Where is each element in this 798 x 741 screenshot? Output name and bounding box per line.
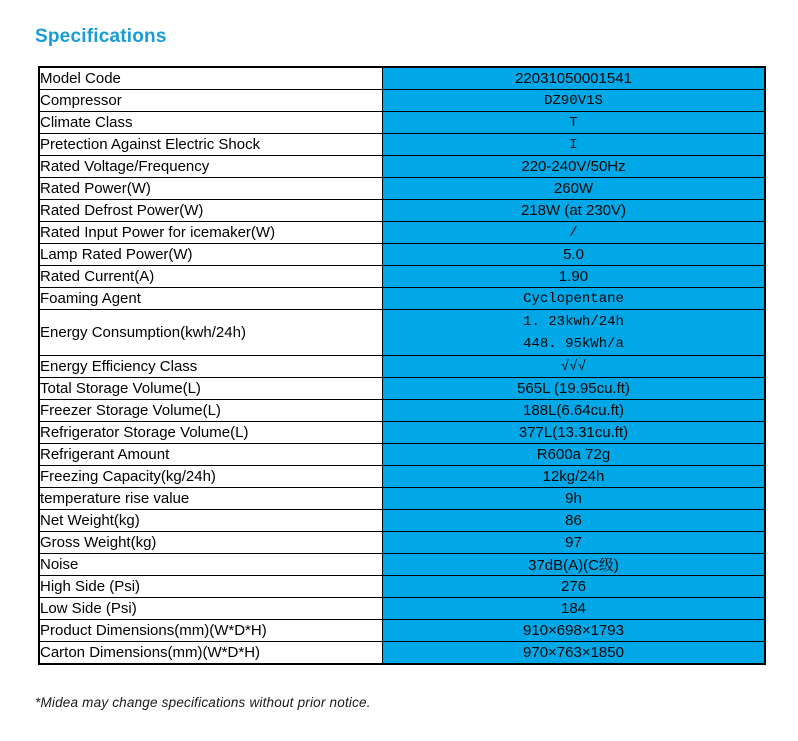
spec-value-cell xyxy=(383,200,766,222)
table-row xyxy=(39,112,765,134)
spec-value-cell xyxy=(383,356,766,378)
spec-value-line: 188L(6.64cu.ft) xyxy=(523,402,624,419)
spec-value-line: 910×698×1793 xyxy=(523,622,624,639)
spec-value-cell xyxy=(383,510,766,532)
spec-value-line: I xyxy=(569,136,578,153)
spec-label-cell: Refrigerant Amount xyxy=(39,444,383,466)
spec-value-line: 12kg/24h xyxy=(542,468,605,485)
table-row xyxy=(39,532,765,554)
spec-value-line: / xyxy=(569,224,578,241)
spec-value-cell xyxy=(383,244,766,266)
spec-value-line: R600a 72g xyxy=(536,446,611,463)
spec-value-line: 260W xyxy=(553,180,594,197)
spec-value-cell xyxy=(383,620,766,642)
spec-value-line: 184 xyxy=(560,600,587,617)
spec-label-cell: Rated Current(A) xyxy=(39,266,383,288)
table-row xyxy=(39,466,765,488)
spec-label-cell: Pretection Against Electric Shock xyxy=(39,134,383,156)
spec-value-line: √√√ xyxy=(560,358,587,375)
table-row xyxy=(39,488,765,510)
spec-value-line: Cyclopentane xyxy=(523,290,624,307)
spec-value-line: 276 xyxy=(560,578,587,595)
spec-value-line: 377L(13.31cu.ft) xyxy=(518,424,629,441)
table-row xyxy=(39,576,765,598)
spec-label-cell: Freezer Storage Volume(L) xyxy=(39,400,383,422)
spec-value-line: 448. 95kWh/a xyxy=(523,335,624,352)
table-row xyxy=(39,598,765,620)
spec-value-cell xyxy=(383,288,766,310)
table-row xyxy=(39,90,765,112)
table-row xyxy=(39,156,765,178)
spec-value-cell xyxy=(383,466,766,488)
spec-label-cell: Climate Class xyxy=(39,112,383,134)
spec-label-cell: Carton Dimensions(mm)(W*D*H) xyxy=(39,642,383,665)
spec-value-cell xyxy=(383,112,766,134)
spec-value-line: 37dB(A)(C级) xyxy=(528,557,619,574)
spec-value-cell xyxy=(383,178,766,200)
spec-label-cell: Low Side (Psi) xyxy=(39,598,383,620)
spec-value-cell xyxy=(383,310,766,356)
spec-label-cell: Rated Voltage/Frequency xyxy=(39,156,383,178)
spec-label-cell: Net Weight(kg) xyxy=(39,510,383,532)
table-row xyxy=(39,178,765,200)
table-row xyxy=(39,444,765,466)
table-row xyxy=(39,642,765,665)
table-row xyxy=(39,422,765,444)
table-row xyxy=(39,400,765,422)
spec-value-line: DZ90V1S xyxy=(544,92,603,109)
spec-value-cell xyxy=(383,222,766,244)
spec-label-cell: Rated Input Power for icemaker(W) xyxy=(39,222,383,244)
footnote: *Midea may change specifications without prior notice. xyxy=(35,695,371,710)
table-row xyxy=(39,134,765,156)
spec-label-cell: Foaming Agent xyxy=(39,288,383,310)
spec-label-cell: Lamp Rated Power(W) xyxy=(39,244,383,266)
spec-value-line: 218W (at 230V) xyxy=(520,202,627,219)
spec-value-cell xyxy=(383,134,766,156)
spec-value-line: 1. 23kwh/24h xyxy=(523,313,624,330)
specifications-table xyxy=(38,66,766,665)
table-row xyxy=(39,67,765,90)
table-row xyxy=(39,244,765,266)
spec-value-line: 9h xyxy=(565,490,582,507)
spec-label-cell: Energy Efficiency Class xyxy=(39,356,383,378)
spec-value-cell xyxy=(383,642,766,665)
spec-label-cell: Total Storage Volume(L) xyxy=(39,378,383,400)
page-title: Specifications xyxy=(35,26,167,47)
spec-value-line: 5.0 xyxy=(563,246,584,263)
spec-label-cell: Product Dimensions(mm)(W*D*H) xyxy=(39,620,383,642)
spec-value-cell xyxy=(383,156,766,178)
spec-value-cell xyxy=(383,576,766,598)
table-row xyxy=(39,554,765,576)
spec-label-cell: High Side (Psi) xyxy=(39,576,383,598)
spec-value-line: 565L (19.95cu.ft) xyxy=(517,380,630,397)
spec-label-cell: Rated Power(W) xyxy=(39,178,383,200)
table-row xyxy=(39,310,765,356)
spec-value-cell xyxy=(383,90,766,112)
spec-value-line: T xyxy=(569,114,578,131)
spec-value-cell xyxy=(383,67,766,90)
spec-value-cell xyxy=(383,266,766,288)
table-row xyxy=(39,378,765,400)
spec-label-cell: Freezing Capacity(kg/24h) xyxy=(39,466,383,488)
table-row xyxy=(39,266,765,288)
spec-label-cell: Rated Defrost Power(W) xyxy=(39,200,383,222)
table-row xyxy=(39,356,765,378)
spec-value-line: 86 xyxy=(565,512,582,529)
spec-label-cell: Refrigerator Storage Volume(L) xyxy=(39,422,383,444)
table-row xyxy=(39,620,765,642)
spec-value-cell xyxy=(383,488,766,510)
spec-label-cell: Energy Consumption(kwh/24h) xyxy=(39,310,383,356)
spec-value-cell xyxy=(383,532,766,554)
spec-value-line: 220-240V/50Hz xyxy=(521,158,626,175)
spec-label-cell: Noise xyxy=(39,554,383,576)
spec-value-cell xyxy=(383,422,766,444)
spec-value-cell xyxy=(383,598,766,620)
table-row xyxy=(39,288,765,310)
spec-value-line: 970×763×1850 xyxy=(523,644,624,661)
spec-label-cell: Gross Weight(kg) xyxy=(39,532,383,554)
spec-value-line: 22031050001541 xyxy=(515,70,632,87)
spec-value-cell xyxy=(383,444,766,466)
spec-label-cell: Compressor xyxy=(39,90,383,112)
spec-value-cell xyxy=(383,400,766,422)
table-row xyxy=(39,510,765,532)
spec-table-body xyxy=(39,67,765,664)
table-row xyxy=(39,222,765,244)
spec-value-line: 97 xyxy=(565,534,582,551)
table-row xyxy=(39,200,765,222)
spec-value-cell xyxy=(383,378,766,400)
spec-label-cell: temperature rise value xyxy=(39,488,383,510)
spec-value-cell xyxy=(383,554,766,576)
spec-value-line: 1.90 xyxy=(558,268,589,285)
spec-label-cell: Model Code xyxy=(39,67,383,90)
